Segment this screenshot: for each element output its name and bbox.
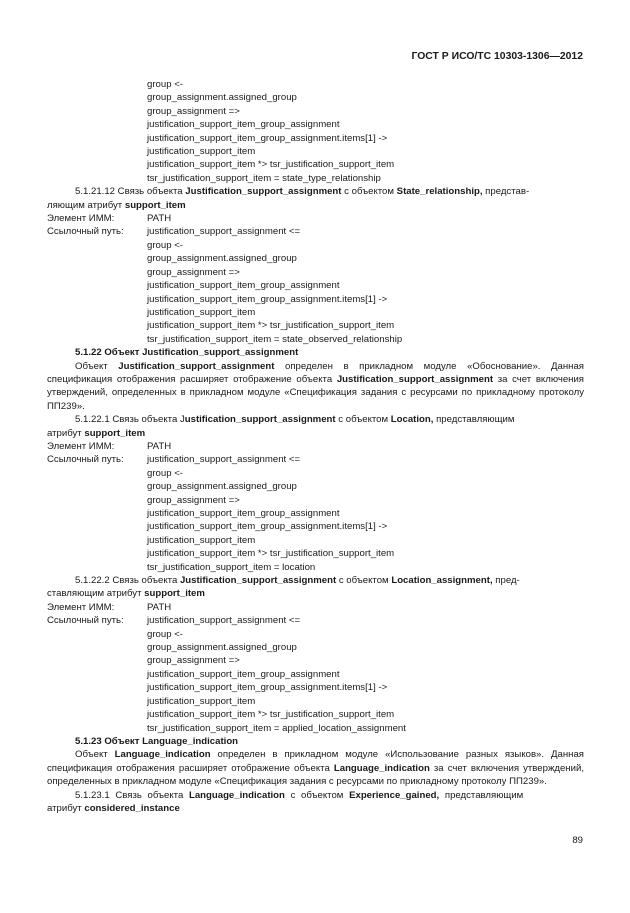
path-line: justification_support_item_group_assignment.items[1] -> — [147, 293, 388, 305]
path-line: group_assignment.assigned_group — [147, 253, 297, 265]
page-number: 89 — [572, 835, 583, 846]
reference-path-row: Ссылочный путь: justification_support_assignment <= — [47, 454, 301, 466]
reference-path-row: Ссылочный путь: justification_support_assignment <= — [47, 226, 301, 238]
section-5-1-23-1 — [47, 789, 584, 816]
path-line: group_assignment.assigned_group — [147, 481, 297, 493]
path-line: group_assignment => — [147, 655, 240, 667]
path-line: justification_support_item_group_assignment — [147, 119, 340, 131]
path-line: justification_support_item — [147, 695, 256, 707]
imm-element-row: Элемент ИММ: PATH — [47, 213, 172, 225]
clause-heading: 5.1.21.12 Связь объекта Justification_support_assignment с объектом State_relationship, представ- — [75, 186, 530, 198]
path-line: justification_support_item — [147, 534, 256, 546]
section-5-1-22-1 — [47, 413, 584, 574]
path-line: tsr_justification_support_item = location — [147, 561, 316, 573]
path-line: justification_support_item_group_assignment.items[1] -> — [147, 521, 388, 533]
path-line: justification_support_item_group_assignment.items[1] -> — [147, 682, 388, 694]
path-line: group_assignment.assigned_group — [147, 642, 297, 654]
path-line: justification_support_item *> tsr_justification_support_item — [147, 548, 395, 560]
reference-path-row: Ссылочный путь: justification_support_assignment <= — [47, 615, 301, 627]
path-line: group <- — [147, 628, 183, 640]
clause-heading-cont: атрибут considered_instance — [47, 802, 180, 814]
section-paragraph: Объект Justification_support_assignment определен в прикладном модуле «Обоснование». Данная спецификация отображения расширяет отображение объекта Justification_support_assignment за счет включения утверждений, определенных в прикладном модуле «Спецификация задания с ресурсами по прикладному протоколу ПП239». — [47, 360, 585, 412]
path-line: justification_support_item_group_assignment — [147, 280, 340, 292]
clause-heading: 5.1.22.2 Связь объекта Justification_support_assignment с объектом Location_assignment, пред- — [75, 575, 520, 587]
section-5-1-22 — [47, 346, 584, 413]
imm-element-row: Элемент ИММ: PATH — [47, 440, 172, 452]
path-line: group <- — [147, 467, 183, 479]
path-line: justification_support_item_group_assignment — [147, 508, 340, 519]
path-line: group_assignment => — [147, 266, 240, 278]
section-5-1-22-2 — [47, 574, 584, 735]
path-line: justification_support_item *> tsr_justification_support_item — [147, 320, 395, 332]
path-line: tsr_justification_support_item = state_observed_relationship — [147, 333, 403, 345]
document-header: ГОСТ Р ИСО/ТС 10303-1306—2012 — [411, 51, 583, 62]
path-line: justification_support_item — [147, 306, 256, 318]
reference-path-continuation — [47, 78, 584, 185]
clause-heading-cont: атрибут support_item — [47, 427, 146, 439]
section-title: 5.1.22 Объект Justification_support_assignment — [75, 347, 299, 359]
clause-heading: 5.1.23.1 Связь объекта Language_indication с объектом Experience_gained, представляющим — [75, 789, 524, 801]
path-line: group_assignment => — [147, 494, 240, 506]
page-content — [47, 78, 584, 815]
path-line: group_assignment.assigned_group — [147, 92, 297, 104]
path-line: justification_support_item *> tsr_justification_support_item — [147, 159, 395, 171]
path-line: tsr_justification_support_item = applied_location_assignment — [147, 722, 406, 734]
clause-heading-cont: ставляющим атрибут support_item — [47, 588, 205, 600]
clause-heading: 5.1.22.1 Связь объекта Justification_support_assignment с объектом Location, представляющим — [75, 414, 515, 426]
path-line: justification_support_item_group_assignment.items[1] -> — [147, 132, 388, 144]
section-5-1-23 — [47, 735, 584, 789]
path-line: group <- — [147, 239, 183, 251]
path-line: justification_support_item — [147, 146, 256, 158]
imm-element-row: Элемент ИММ: PATH — [47, 601, 172, 613]
path-line: tsr_justification_support_item = state_type_relationship — [147, 172, 381, 184]
path-line: justification_support_item *> tsr_justification_support_item — [147, 709, 395, 721]
clause-heading-cont: ляющим атрибут support_item — [47, 199, 186, 211]
section-title: 5.1.23 Объект Language_indication — [75, 735, 239, 747]
path-line: justification_support_item_group_assignment — [147, 668, 340, 680]
section-paragraph: Объект Language_indication определен в прикладном модуле «Использование разных языков». Данная спецификация отображения расширяет отображение объекта Language_indication за счет включения утверждений, определенных в прикладном модуле «Спецификация задания с ресурсами по прикладному протоколу ПП239». — [47, 749, 584, 788]
path-line: group <- — [147, 79, 183, 90]
path-line: group_assignment => — [147, 105, 240, 117]
section-5-1-21-12 — [47, 185, 584, 346]
